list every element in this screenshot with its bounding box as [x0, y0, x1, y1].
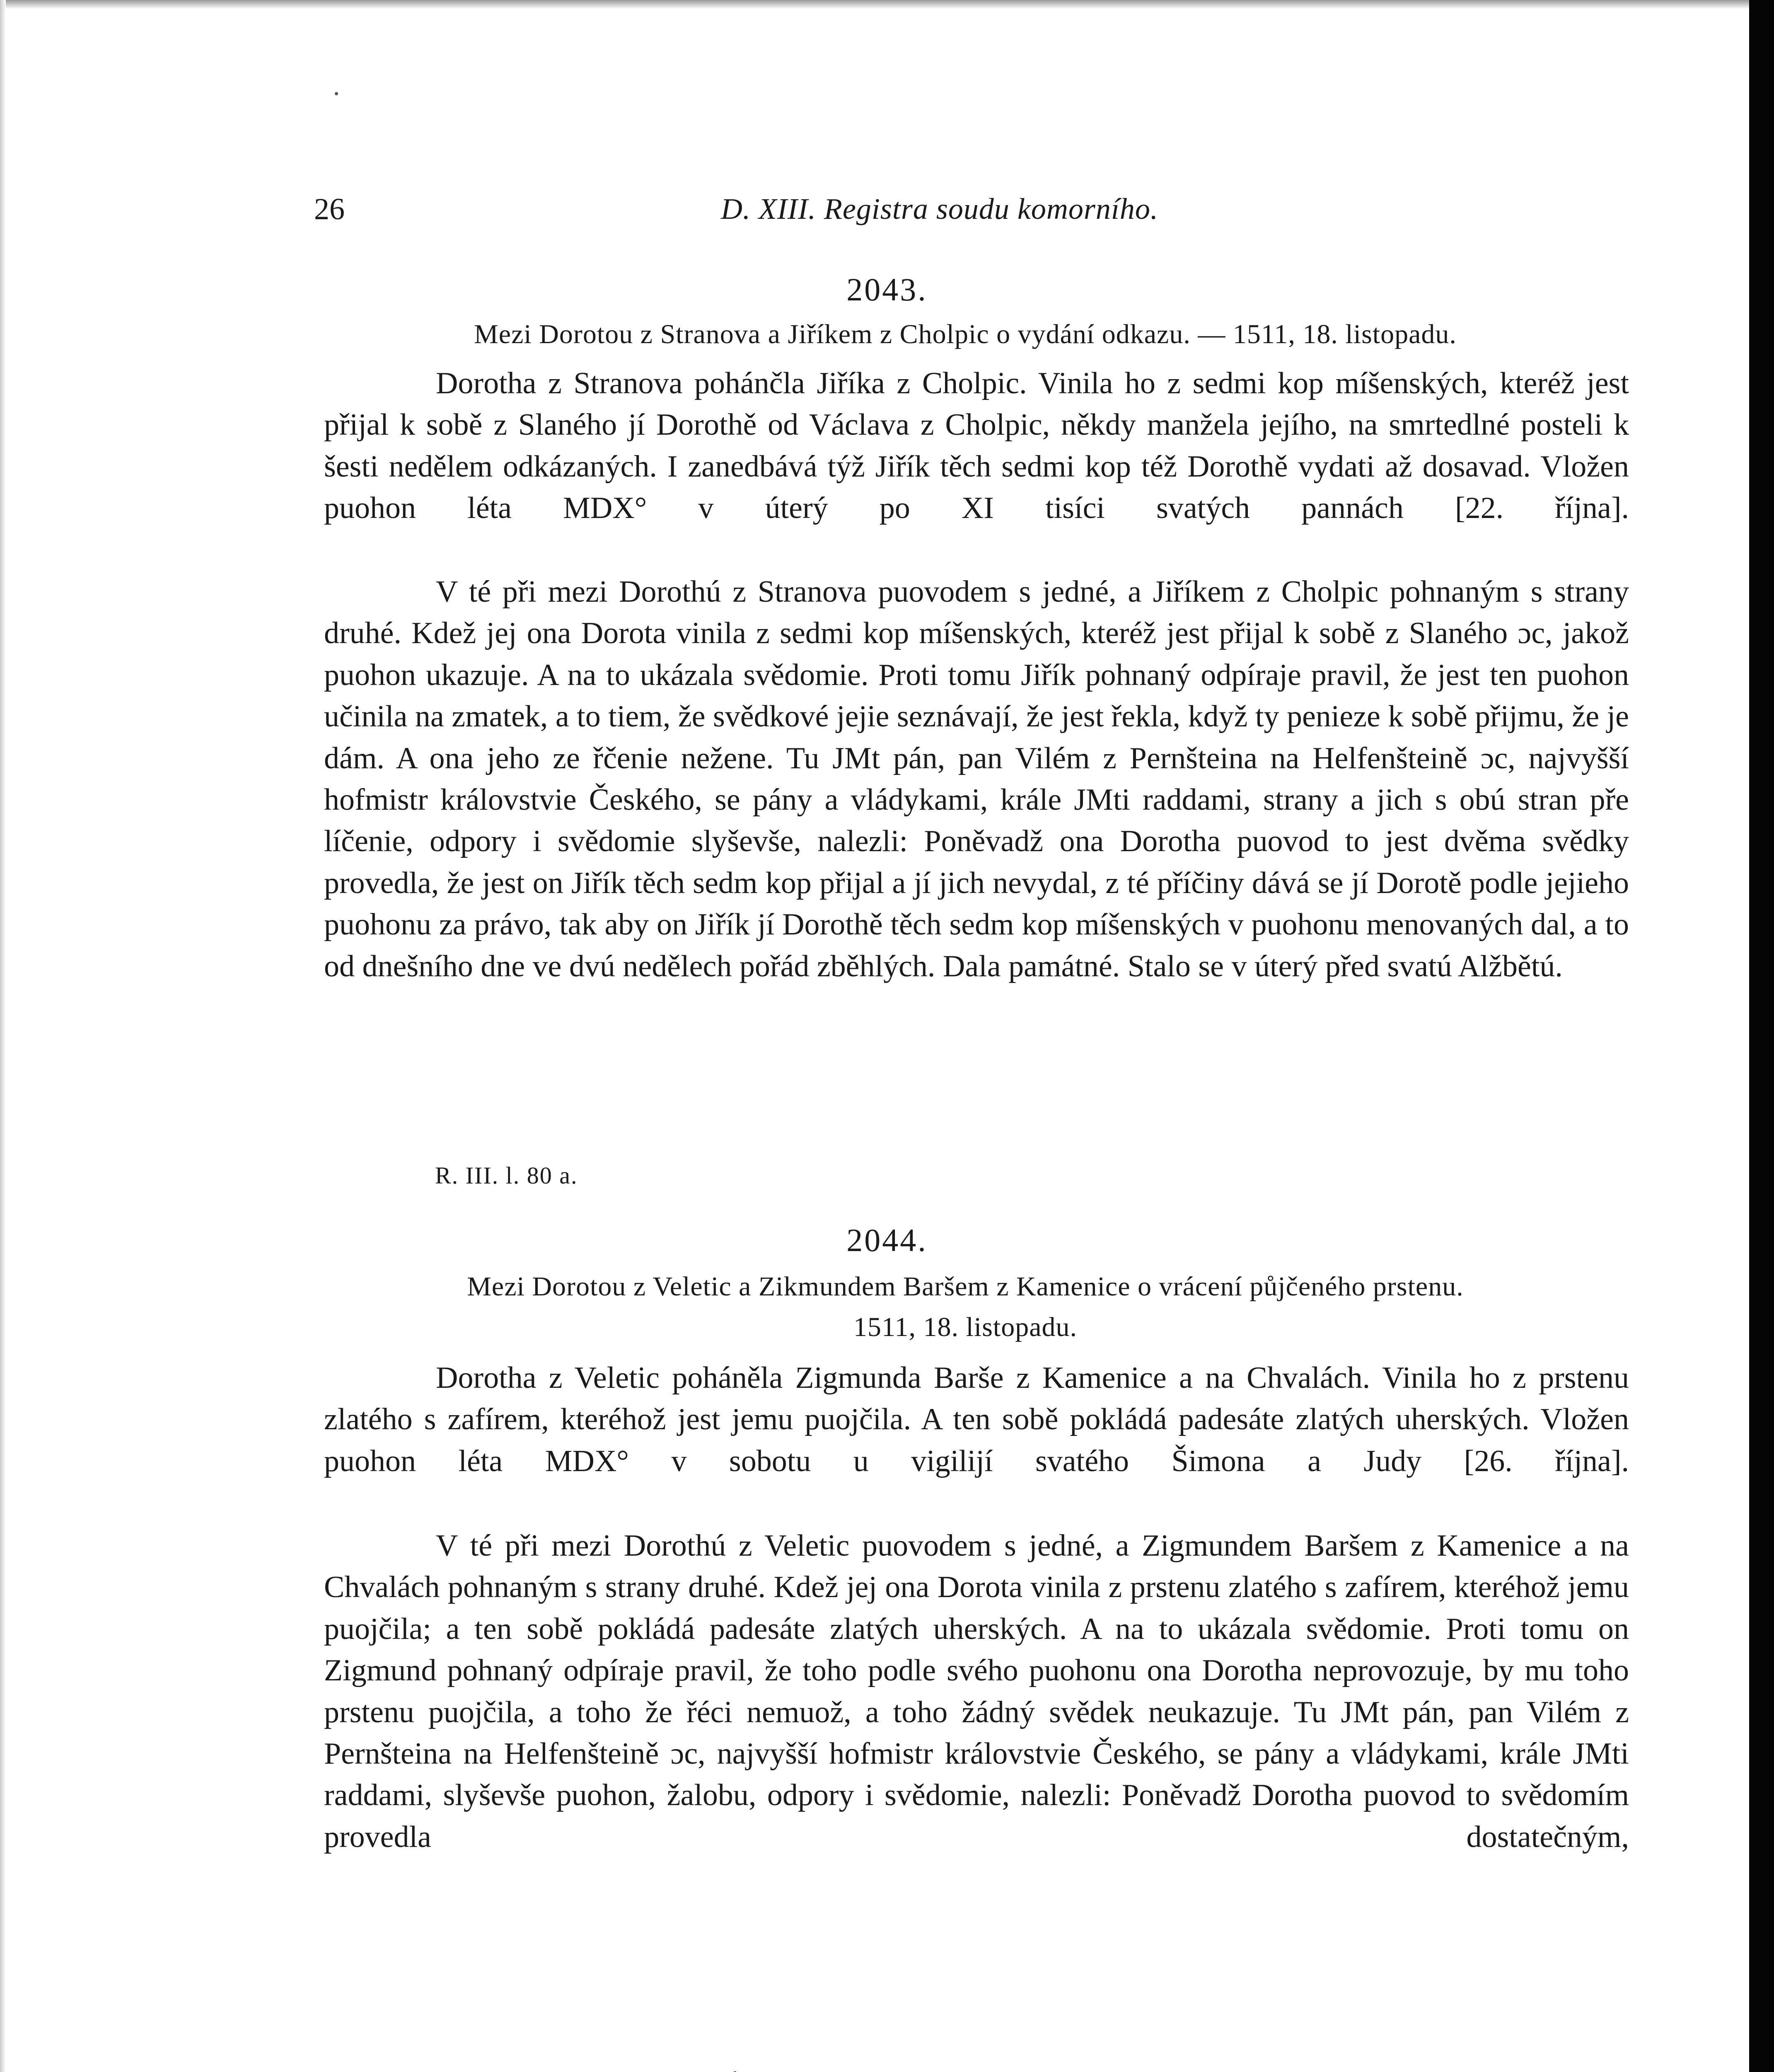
paragraph: V té při mezi Dorothú z Veletic puovodem s jedné, a Zigmundem Baršem z Kamenice a na Chvalách pohnaným s strany druhé. Kdež jej ona Dorota vinila z prstenu zlatého s zafírem, kteréhož jemu puojčila; a ten sobě pokládá padesáte zlatých uherských. A na to ukázala svědomie. Proti tomu on Zigmund pohnaný odpíraje pravil, že toho podle svého puohonu ona Dorotha neprovozuje, by mu toho prstenu puojčila, a toho že řéci nemuož, a toho žádný svědek neukazuje. Tu JMt pán, pan Vilém z Pernšteina na Helfenšteině ɔc, najvyšší hofmistr královstvie Českého, se pány a vládykami, krále JMti raddami, slyševše puohon, žalobu, odpory i svědomie, nalezli: Poněvadž Dorotha puovod to svědomím provedla dostatečným,	[324, 1529, 1629, 1854]
entry-title: 1511, 18. listopadu.	[853, 1312, 1078, 1342]
running-head: D. XIII. Registra soudu komorního.	[721, 192, 1158, 225]
paragraph: Dorotha z Veletic poháněla Zigmunda Barše z Kamenice a na Chvalách. Vinila ho z prstenu zlatého s zafírem, kteréhož jest jemu puojčila. A ten sobě pokládá padesáte zlatých uherských. Vložen puohon léta MDX° v sobotu u vigilijí svatého Šimona a Judy [26. října].	[324, 1361, 1629, 1478]
source-reference: R. III. l. 80 a.	[435, 1162, 578, 1189]
scan-edge-right	[1749, 0, 1774, 2072]
paragraph: V té při mezi Dorothú z Stranova puovodem s jedné, a Jiříkem z Cholpic pohnaným s strany druhé. Kdež jej ona Dorota vinila z sedmi kop míšenských, kteréž jest přijal k sobě z Slaného ɔc, jakož puohon ukazuje. A na to ukázala svědomie. Proti tomu Jiřík pohnaný odpíraje pravil, že jest ten puohon učinila na zmatek, a to tiem, že svědkové jejie seznávají, že jest řekla, když ty penieze k sobě přijmu, že je dám. A ona jeho ze řčenie nežene. Tu JMt pán, pan Vilém z Pernšteina na Helfenšteině ɔc, najvyšší hofmistr královstvie Českého, se pány a vládykami, krále JMti raddami, strany a jich s obú stran pře líčenie, odpory i svědomie slyševše, nalezli: Poněvadž ona Dorotha puovod to jest dvěma svědky provedla, že jest on Jiřík těch sedm kop přijal a jí jich nevydal, z té příčiny dává se jí Dorotě podle jejieho puohonu za právo, tak aby on Jiřík jí Dorothě těch sedm kop míšenských v puohonu menovaných dal, a to od dnešního dne ve dvú nedělech pořád zběhlých. Dala památné. Stalo se v úterý před svatú Alžbětú.	[324, 575, 1629, 983]
entry-number: 2044.	[846, 1222, 928, 1258]
entry-title: Mezi Dorotou z Veletic a Zikmundem Baršem z Kamenice o vrácení půjčeného prstenu.	[467, 1271, 1464, 1302]
scan-edge-left	[0, 0, 6, 2072]
entry-number: 2043.	[846, 271, 928, 307]
paragraph: Dorotha z Stranova pohánčla Jiříka z Cholpic. Vinila ho z sedmi kop míšenských, kteréž jest přijal k sobě z Slaného jí Dorothě od Václava z Cholpic, někdy manžela jejího, na smrtedlné posteli k šesti nedělem odkázaných. I zanedbává týž Jiřík těch sedmi kop též Dorothě vydati až dosavad. Vložen puohon léta MDX° v úterý po XI tisíci svatých pannách [22. října].	[324, 366, 1629, 525]
scan-speck	[335, 92, 338, 95]
scan-edge-top	[0, 0, 1774, 9]
page-number: 26	[314, 192, 345, 226]
entry-title: Mezi Dorotou z Stranova a Jiříkem z Cholpic o vydání odkazu. — 1511, 18. listopadu.	[474, 319, 1457, 349]
